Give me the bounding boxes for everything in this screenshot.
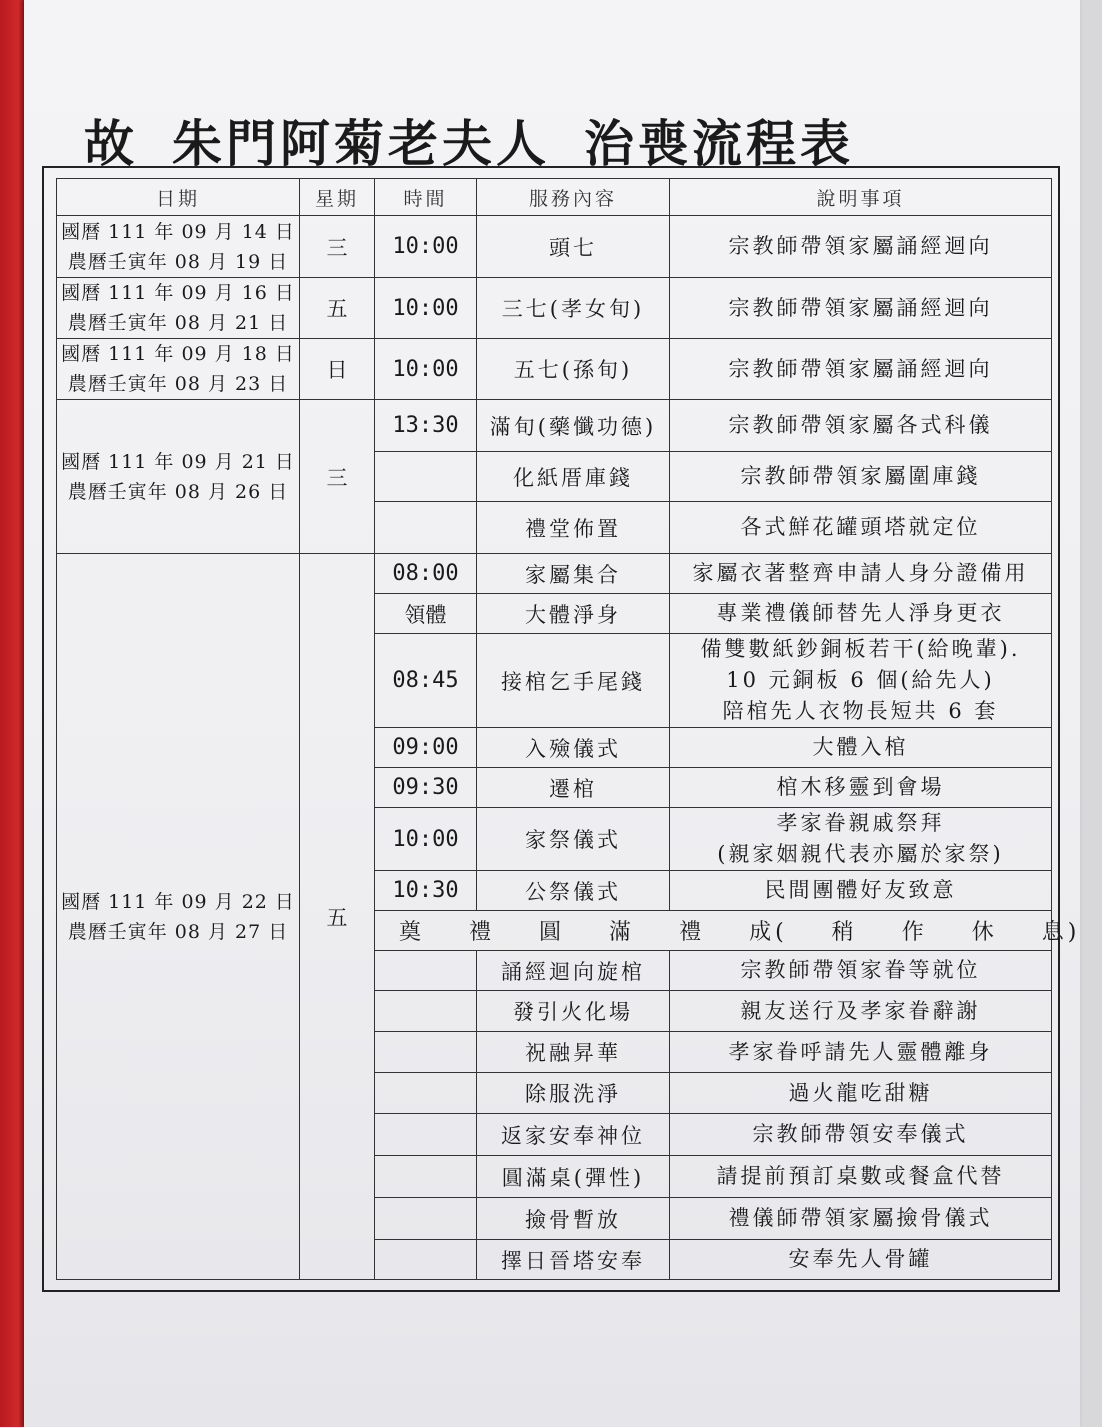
date-cell <box>57 216 300 278</box>
note-cell <box>670 634 1052 728</box>
note-line: 陪棺先人衣物長短共 6 套 <box>722 699 999 723</box>
time-cell <box>375 502 477 554</box>
ceremony-break-text <box>375 911 1081 951</box>
break-char: 圓 <box>539 920 566 945</box>
note-cell: 宗教師帶領家眷等就位 <box>670 951 1052 991</box>
table-row <box>57 339 1052 400</box>
table-row <box>57 216 1052 278</box>
note-cell: 過火龍吃甜糖 <box>670 1073 1052 1114</box>
header-service: 服務內容 <box>477 179 670 216</box>
header-weekday: 星期 <box>300 179 375 216</box>
time-cell: 領體 <box>375 594 477 634</box>
time-cell <box>375 1032 477 1073</box>
time-cell <box>375 1198 477 1240</box>
time-cell <box>375 452 477 502</box>
time-cell: 09:30 <box>375 768 477 808</box>
date-solar: 國曆 111 年 09 月 22 日 <box>61 890 295 913</box>
note-cell: 禮儀師帶領家屬撿骨儀式 <box>670 1198 1052 1240</box>
time-cell <box>375 951 477 991</box>
time-cell: 13:30 <box>375 400 477 452</box>
time-cell: 08:45 <box>375 634 477 728</box>
time-cell: 10:00 <box>375 216 477 278</box>
service-cell: 接棺乞手尾錢 <box>477 634 670 728</box>
note-line: (親家姻親代表亦屬於家祭) <box>717 842 1004 866</box>
note-cell: 請提前預訂桌數或餐盒代替 <box>670 1156 1052 1198</box>
note-cell: 家屬衣著整齊申請人身分證備用 <box>670 554 1052 594</box>
service-cell: 誦經迴向旋棺 <box>477 951 670 991</box>
service-cell: 入殮儀式 <box>477 728 670 768</box>
date-lunar: 農曆壬寅年 08 月 21 日 <box>67 312 289 334</box>
time-cell <box>375 1240 477 1280</box>
weekday-cell: 五 <box>300 554 375 1280</box>
note-cell: 棺木移靈到會場 <box>670 768 1052 808</box>
note-cell: 宗教師帶領家屬誦經迴向 <box>670 339 1052 400</box>
time-cell <box>375 1114 477 1156</box>
service-cell: 返家安奉神位 <box>477 1114 670 1156</box>
header-time: 時間 <box>375 179 477 216</box>
time-cell <box>375 1156 477 1198</box>
weekday-cell: 三 <box>300 400 375 554</box>
note-cell: 安奉先人骨罐 <box>670 1240 1052 1280</box>
service-cell: 發引火化場 <box>477 991 670 1032</box>
note-cell: 孝家眷呼請先人靈體離身 <box>670 1032 1052 1073</box>
table-row <box>57 278 1052 339</box>
table-row <box>57 554 1052 594</box>
break-char: 作 <box>901 920 928 945</box>
note-line: 10 元銅板 6 個(給先人) <box>726 668 995 692</box>
break-char: 滿 <box>609 920 636 945</box>
break-char: 成( <box>749 920 788 945</box>
red-background-edge <box>0 0 26 1427</box>
note-cell <box>670 808 1052 871</box>
date-lunar: 農曆壬寅年 08 月 27 日 <box>67 920 289 943</box>
time-cell: 10:00 <box>375 339 477 400</box>
service-cell: 擇日晉塔安奉 <box>477 1240 670 1280</box>
note-cell: 大體入棺 <box>670 728 1052 768</box>
service-cell: 五七(孫旬) <box>477 339 670 400</box>
service-cell: 祝融昇華 <box>477 1032 670 1073</box>
note-line: 備雙數紙鈔銅板若干(給晚輩). <box>700 637 1021 661</box>
time-cell: 10:30 <box>375 871 477 911</box>
service-cell: 遷棺 <box>477 768 670 808</box>
header-date: 日期 <box>57 179 300 216</box>
break-char: 奠 <box>399 920 426 945</box>
break-char: 禮 <box>469 920 496 945</box>
service-cell: 家祭儀式 <box>477 808 670 871</box>
weekday-cell: 五 <box>300 278 375 339</box>
title-prefix: 故 <box>84 114 138 173</box>
date-lunar: 農曆壬寅年 08 月 26 日 <box>67 480 289 503</box>
service-cell: 滿旬(藥懺功德) <box>477 400 670 452</box>
time-cell: 10:00 <box>375 278 477 339</box>
time-cell <box>375 991 477 1032</box>
service-cell: 頭七 <box>477 216 670 278</box>
weekday-cell: 三 <box>300 216 375 278</box>
service-cell: 公祭儀式 <box>477 871 670 911</box>
service-cell: 三七(孝女旬) <box>477 278 670 339</box>
break-char: 休 <box>971 920 998 945</box>
title-name: 朱門阿菊老夫人 <box>172 114 550 173</box>
note-cell: 專業禮儀師替先人淨身更衣 <box>670 594 1052 634</box>
header-row <box>57 179 1052 216</box>
header-note: 說明事項 <box>670 179 1052 216</box>
date-solar: 國曆 111 年 09 月 18 日 <box>61 343 295 365</box>
date-cell <box>57 400 300 554</box>
date-cell <box>57 278 300 339</box>
service-cell: 化紙厝庫錢 <box>477 452 670 502</box>
service-cell: 除服洗淨 <box>477 1073 670 1114</box>
weekday-cell: 日 <box>300 339 375 400</box>
date-cell <box>57 339 300 400</box>
date-cell <box>57 554 300 1280</box>
note-cell: 宗教師帶領家屬圍庫錢 <box>670 452 1052 502</box>
service-cell: 家屬集合 <box>477 554 670 594</box>
time-cell: 09:00 <box>375 728 477 768</box>
date-solar: 國曆 111 年 09 月 14 日 <box>61 220 295 243</box>
schedule-table <box>56 178 1081 1280</box>
date-lunar: 農曆壬寅年 08 月 19 日 <box>67 250 289 273</box>
note-cell: 親友送行及孝家眷辭謝 <box>670 991 1052 1032</box>
note-line: 孝家眷親戚祭拜 <box>776 811 945 835</box>
date-lunar: 農曆壬寅年 08 月 23 日 <box>67 373 289 395</box>
date-solar: 國曆 111 年 09 月 16 日 <box>61 282 295 304</box>
service-cell: 大體淨身 <box>477 594 670 634</box>
service-cell: 圓滿桌(彈性) <box>477 1156 670 1198</box>
note-cell: 宗教師帶領安奉儀式 <box>670 1114 1052 1156</box>
note-cell: 宗教師帶領家屬誦經迴向 <box>670 278 1052 339</box>
note-cell: 各式鮮花罐頭塔就定位 <box>670 502 1052 554</box>
date-solar: 國曆 111 年 09 月 21 日 <box>61 450 295 473</box>
time-cell: 10:00 <box>375 808 477 871</box>
time-cell <box>375 1073 477 1114</box>
break-char: 禮 <box>679 920 706 945</box>
break-char: 息) <box>1041 920 1081 945</box>
service-cell: 撿骨暫放 <box>477 1198 670 1240</box>
table-row <box>57 400 1052 452</box>
note-cell: 宗教師帶領家屬各式科儀 <box>670 400 1052 452</box>
title-suffix: 治喪流程表 <box>584 114 854 173</box>
service-cell: 禮堂佈置 <box>477 502 670 554</box>
time-cell: 08:00 <box>375 554 477 594</box>
break-char: 稍 <box>831 920 858 945</box>
note-cell: 民間團體好友致意 <box>670 871 1052 911</box>
note-cell: 宗教師帶領家屬誦經迴向 <box>670 216 1052 278</box>
